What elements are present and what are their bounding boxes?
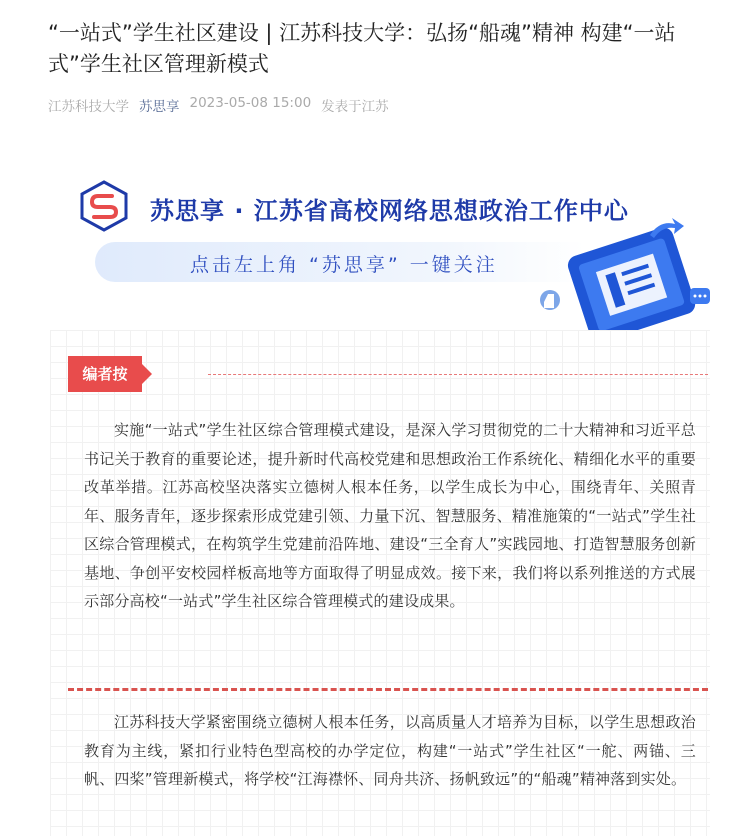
banner-title: 苏思享 · 江苏省高校网络思想政治工作中心 — [150, 197, 629, 225]
sushixiang-logo-icon — [78, 180, 130, 232]
editor-note-divider — [208, 374, 708, 375]
banner-subtitle-strip — [95, 242, 585, 282]
editor-note-tag: 编者按 — [68, 356, 142, 392]
publish-location: 发表于江苏 — [321, 99, 389, 115]
article-body — [50, 330, 710, 836]
body-paragraph: 江苏科技大学紧密围绕立德树人根本任务，以高质量人才培养为目标，以学生思想政治教育为主线，紧扣行业特色型高校的办学定位，构建“一站式”学生社区“一舵、两锚、三帆、四桨”管理新模式，将学校“江海襟怀、同舟共济、扬帆致远”的“船魂”精神落到实处。 — [84, 713, 696, 788]
section-divider — [68, 688, 708, 691]
follow-banner[interactable] — [60, 160, 710, 330]
publish-time: 2023-05-08 15:00 — [189, 95, 312, 111]
article-meta — [48, 95, 389, 115]
editor-note-paragraph: 实施“一站式”学生社区综合管理模式建设，是深入学习贯彻党的二十大精神和习近平总书记关于教育的重要论述，提升新时代高校党建和思想政治工作系统化、精细化水平的重要改革举措。江苏高校坚决落实立德树人根本任务，以学生成长为中心，围绕青年、关照青年、服务青年，逐步探索形成党建引领、力量下沉、智慧服务、精准施策的“一站式”学生社区综合管理模式，在构筑学生党建前沿阵地、建设“三全育人”实践园地、打造智慧服务创新基地、争创平安校园样板高地等方面取得了明显成效。接下来，我们将以系列推送的方式展示部分高校“一站式”学生社区综合管理模式的建设成果。 — [84, 421, 696, 610]
banner-subtitle: 点击左上角 “苏思享” 一键关注 — [190, 254, 498, 276]
author-link[interactable]: 苏思享 — [139, 99, 180, 115]
article-title: “一站式”学生社区建设 | 江苏科技大学：弘扬“船魂”精神 构建“一站式”学生社区管理新模式 — [48, 21, 676, 76]
phone-illustration-icon — [530, 210, 710, 330]
source-name[interactable]: 江苏科技大学 — [48, 99, 129, 115]
